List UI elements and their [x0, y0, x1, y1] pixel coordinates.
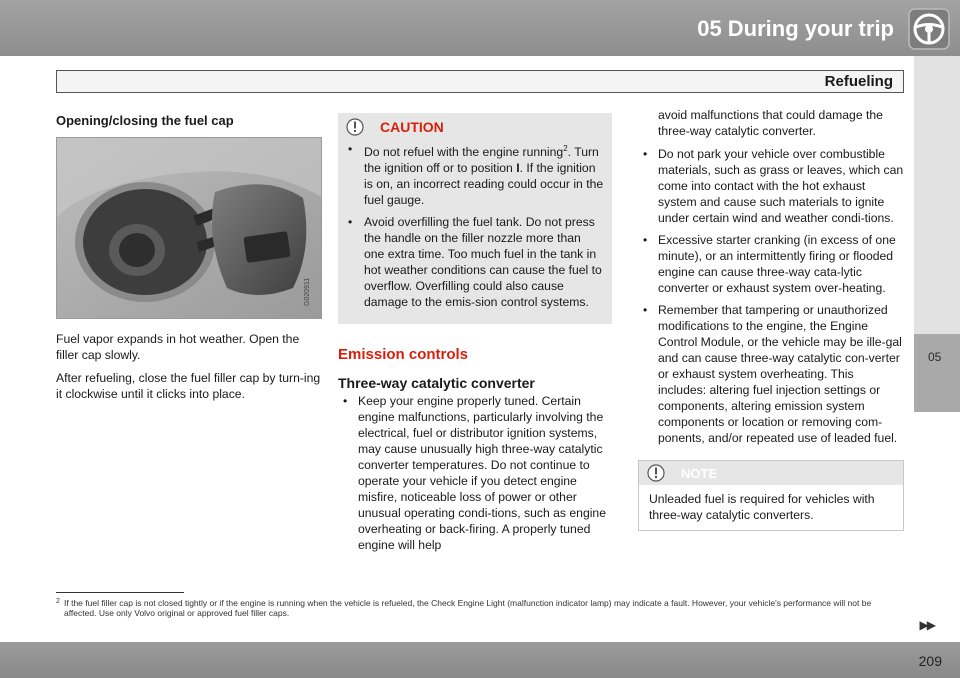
steering-wheel-icon — [908, 8, 950, 50]
left-column — [56, 113, 322, 409]
caution-header — [338, 113, 612, 141]
note-label: NOTE — [681, 466, 718, 481]
exclamation-icon — [346, 118, 364, 136]
footnote-number: 2 — [56, 598, 60, 605]
chapter-side-tab-label: 05 — [928, 350, 942, 364]
list-item: • Excessive starter cranking (in excess of one minute), or an intermittently firing or flooded engine can cause three-way cata-lytic converter or exhaust system over-heating. — [638, 232, 904, 296]
next-page-arrows-icon[interactable]: ▶▶ — [919, 618, 934, 632]
caution-box — [338, 113, 612, 324]
caution-label: CAUTION — [380, 119, 444, 135]
footnote-text: If the fuel filler cap is not closed tightly or if the engine is running when the vehicle is refueled, the Check Engine Light (malfunction indicator lamp) may indicate a fault. However, your vehicle's performance will not be affected. Use only Volvo original or approved fuel filler caps. — [64, 598, 872, 618]
caution-item: • Do not refuel with the engine running$^2$. Turn the ignition off or to position I. If the ignition is on, an incorrect reading could occur in the fuel gauge. — [338, 141, 612, 208]
note-header — [639, 461, 903, 485]
page-number: 209 — [918, 653, 942, 669]
right-column — [638, 108, 904, 531]
emission-controls-title: Emission controls — [338, 346, 469, 364]
footnote-ref[interactable]: 2 — [563, 144, 568, 153]
catalytic-converter-subtitle: Three-way catalytic converter — [338, 375, 535, 392]
section-header-bar — [56, 70, 904, 93]
exclamation-icon — [647, 464, 665, 482]
chapter-title: 05 During your trip — [697, 16, 894, 41]
note-text: Unleaded fuel is required for vehicles with three-way catalytic converters. — [649, 492, 875, 522]
note-box — [638, 460, 904, 531]
list-item: • Keep your engine properly tuned. Certain engine malfunctions, particularly involving the electrical, fuel or distributor ignition systems, may cause unusually high three-way catalytic converter temperatures. Do not continue to operate your vehicle if you detect engine misfire, noticeable loss of power or other unusual operating condi-tions, such as engine overheating or back-firing. A properly tuned engine will help — [338, 393, 612, 553]
list-item: • Remember that tampering or unauthorized modifications to the engine, the Engine Control Module, or the vehicle may be ille-gal and can cause three-way catalytic con-verter or exhaust system overheating. This includes: altering fuel injection settings or components, altering emission system components or location or removing com-ponents, and/or repeated use of leaded fuel. — [638, 302, 904, 446]
footnote — [56, 598, 904, 618]
refueling-paragraph: After refueling, close the fuel filler cap by turn-ing it clockwise until it clicks into place. — [56, 371, 321, 401]
caution-list — [338, 141, 612, 310]
caution-item: • Avoid overfilling the fuel tank. Do not press the handle on the filler nozzle more than one extra time. Too much fuel in the tank in hot weather conditions can cause the fuel to overflow. Overfilling could also cause damage to the emis-sion control systems. — [338, 214, 612, 310]
footer-bar — [0, 642, 960, 678]
fuel-vapor-paragraph: Fuel vapor expands in hot weather. Open the filler cap slowly. — [56, 332, 300, 362]
section-title: Refueling — [824, 73, 893, 90]
ignition-position: I — [516, 161, 520, 176]
chapter-header-bar — [0, 0, 960, 56]
middle-column — [338, 113, 612, 559]
list-item: • Do not park your vehicle over combustible materials, such as grass or leaves, which can come into contact with the hot exhaust system and cause such materials to ignite under certain wind and weather condi-tions. — [638, 146, 904, 226]
right-list — [638, 146, 904, 446]
emission-list — [338, 393, 612, 553]
fuel-cap-photo — [56, 137, 322, 319]
image-code: G020911 — [304, 277, 311, 306]
continuation-text: avoid malfunctions that could damage the three-way catalytic converter. — [658, 108, 883, 138]
chapter-side-tab-active[interactable] — [914, 334, 960, 412]
footnote-divider — [56, 592, 184, 593]
fuel-cap-heading: Opening/closing the fuel cap — [56, 113, 234, 128]
